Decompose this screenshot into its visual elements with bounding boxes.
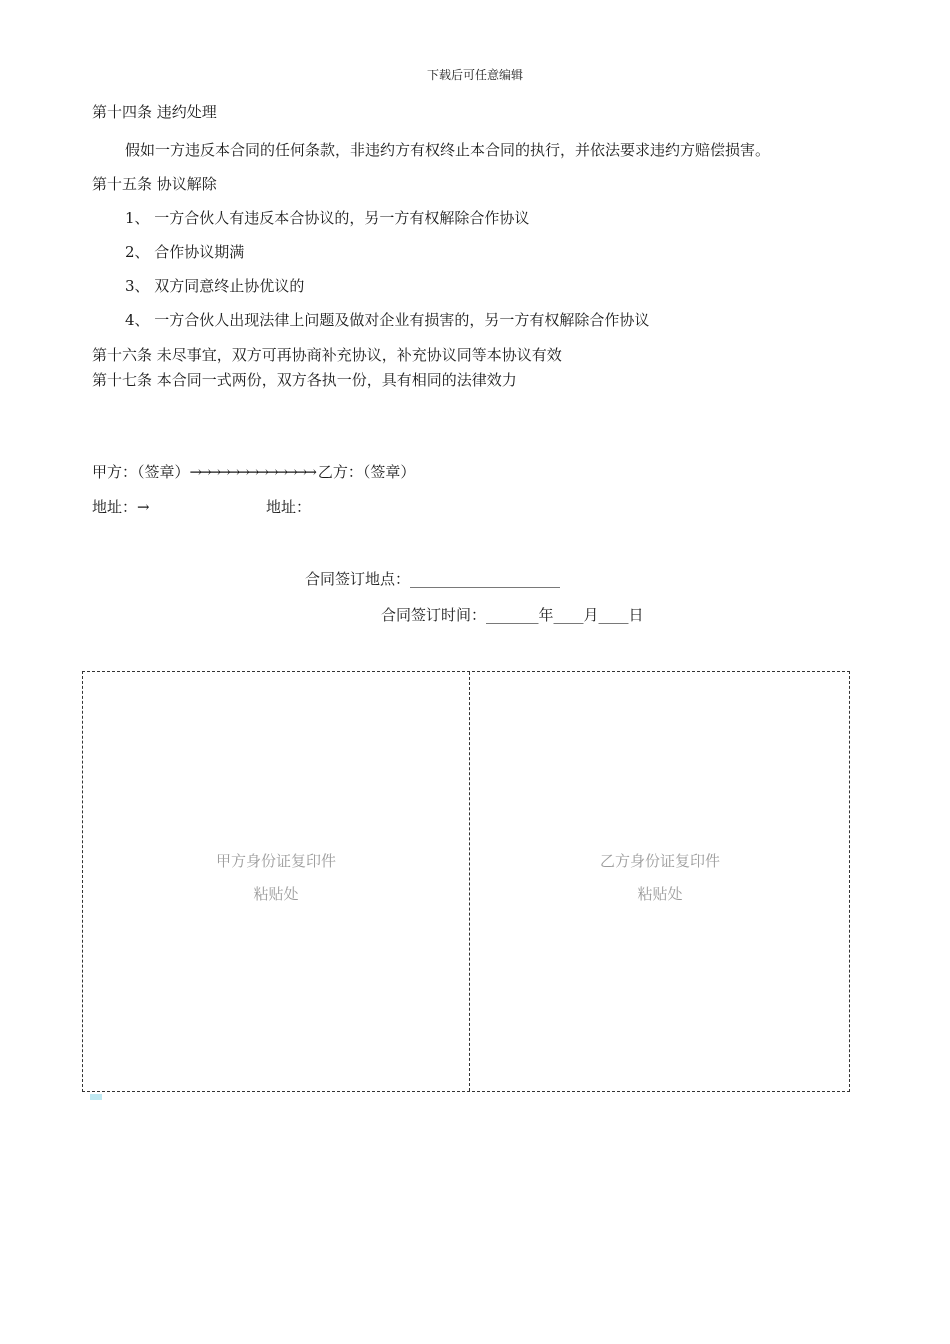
party-a-address-label: 地址：→ (92, 498, 150, 516)
article-15-title: 第十五条 协议解除 (92, 175, 217, 193)
year-blank: _______ (486, 606, 539, 624)
party-a-seal-label: 甲方：（签章） (92, 463, 190, 481)
article-15-item: 2、 合作协议期满 (125, 243, 245, 261)
page-header-note: 下载后可任意编辑 (426, 68, 523, 82)
article-16: 第十六条 未尽事宜，双方可再协商补充协议，补充协议同等本协议有效 (92, 346, 562, 364)
signing-time (381, 605, 644, 625)
party-a-id-label: 甲方身份证复印件 (215, 852, 336, 870)
day-label: 日 (628, 606, 644, 624)
party-b-paste-label: 粘贴处 (637, 885, 683, 903)
signing-place (305, 569, 560, 589)
party-a-id-cell (83, 672, 469, 1091)
id-copy-paste-area (82, 671, 850, 1092)
month-blank: ____ (553, 606, 584, 624)
party-b-address-label: 地址： (266, 498, 312, 516)
party-b-id-cell (470, 672, 850, 1091)
text-cursor-marker (90, 1094, 102, 1100)
article-15-item: 3、 双方同意终止协优议的 (125, 277, 305, 295)
year-label: 年 (538, 606, 554, 624)
signing-time-label: 合同签订时间： (381, 606, 487, 624)
party-b-seal-label: 乙方：（签章） (317, 463, 416, 481)
article-17: 第十七条 本合同一式两份，双方各执一份，具有相同的法律效力 (92, 371, 517, 389)
signature-row (92, 462, 415, 482)
tab-arrows: →→→→→→→→→→→→→ (189, 463, 314, 481)
party-a-paste-label: 粘贴处 (253, 885, 299, 903)
article-15-item: 1、 一方合伙人有违反本合协议的，另一方有权解除合作协议 (125, 209, 530, 227)
day-blank: ____ (598, 606, 629, 624)
signing-place-blank: ____________________ (410, 570, 561, 588)
party-b-id-label: 乙方身份证复印件 (599, 852, 720, 870)
article-15-item: 4、 一方合伙人出现法律上问题及做对企业有损害的，另一方有权解除合作协议 (125, 311, 650, 329)
article-14-body: 假如一方违反本合同的任何条款，非违约方有权终止本合同的执行，并依法要求违约方赔偿损害。 (125, 141, 771, 159)
article-14-title: 第十四条 违约处理 (92, 103, 217, 121)
month-label: 月 (583, 606, 599, 624)
signing-place-label: 合同签订地点： (305, 570, 411, 588)
